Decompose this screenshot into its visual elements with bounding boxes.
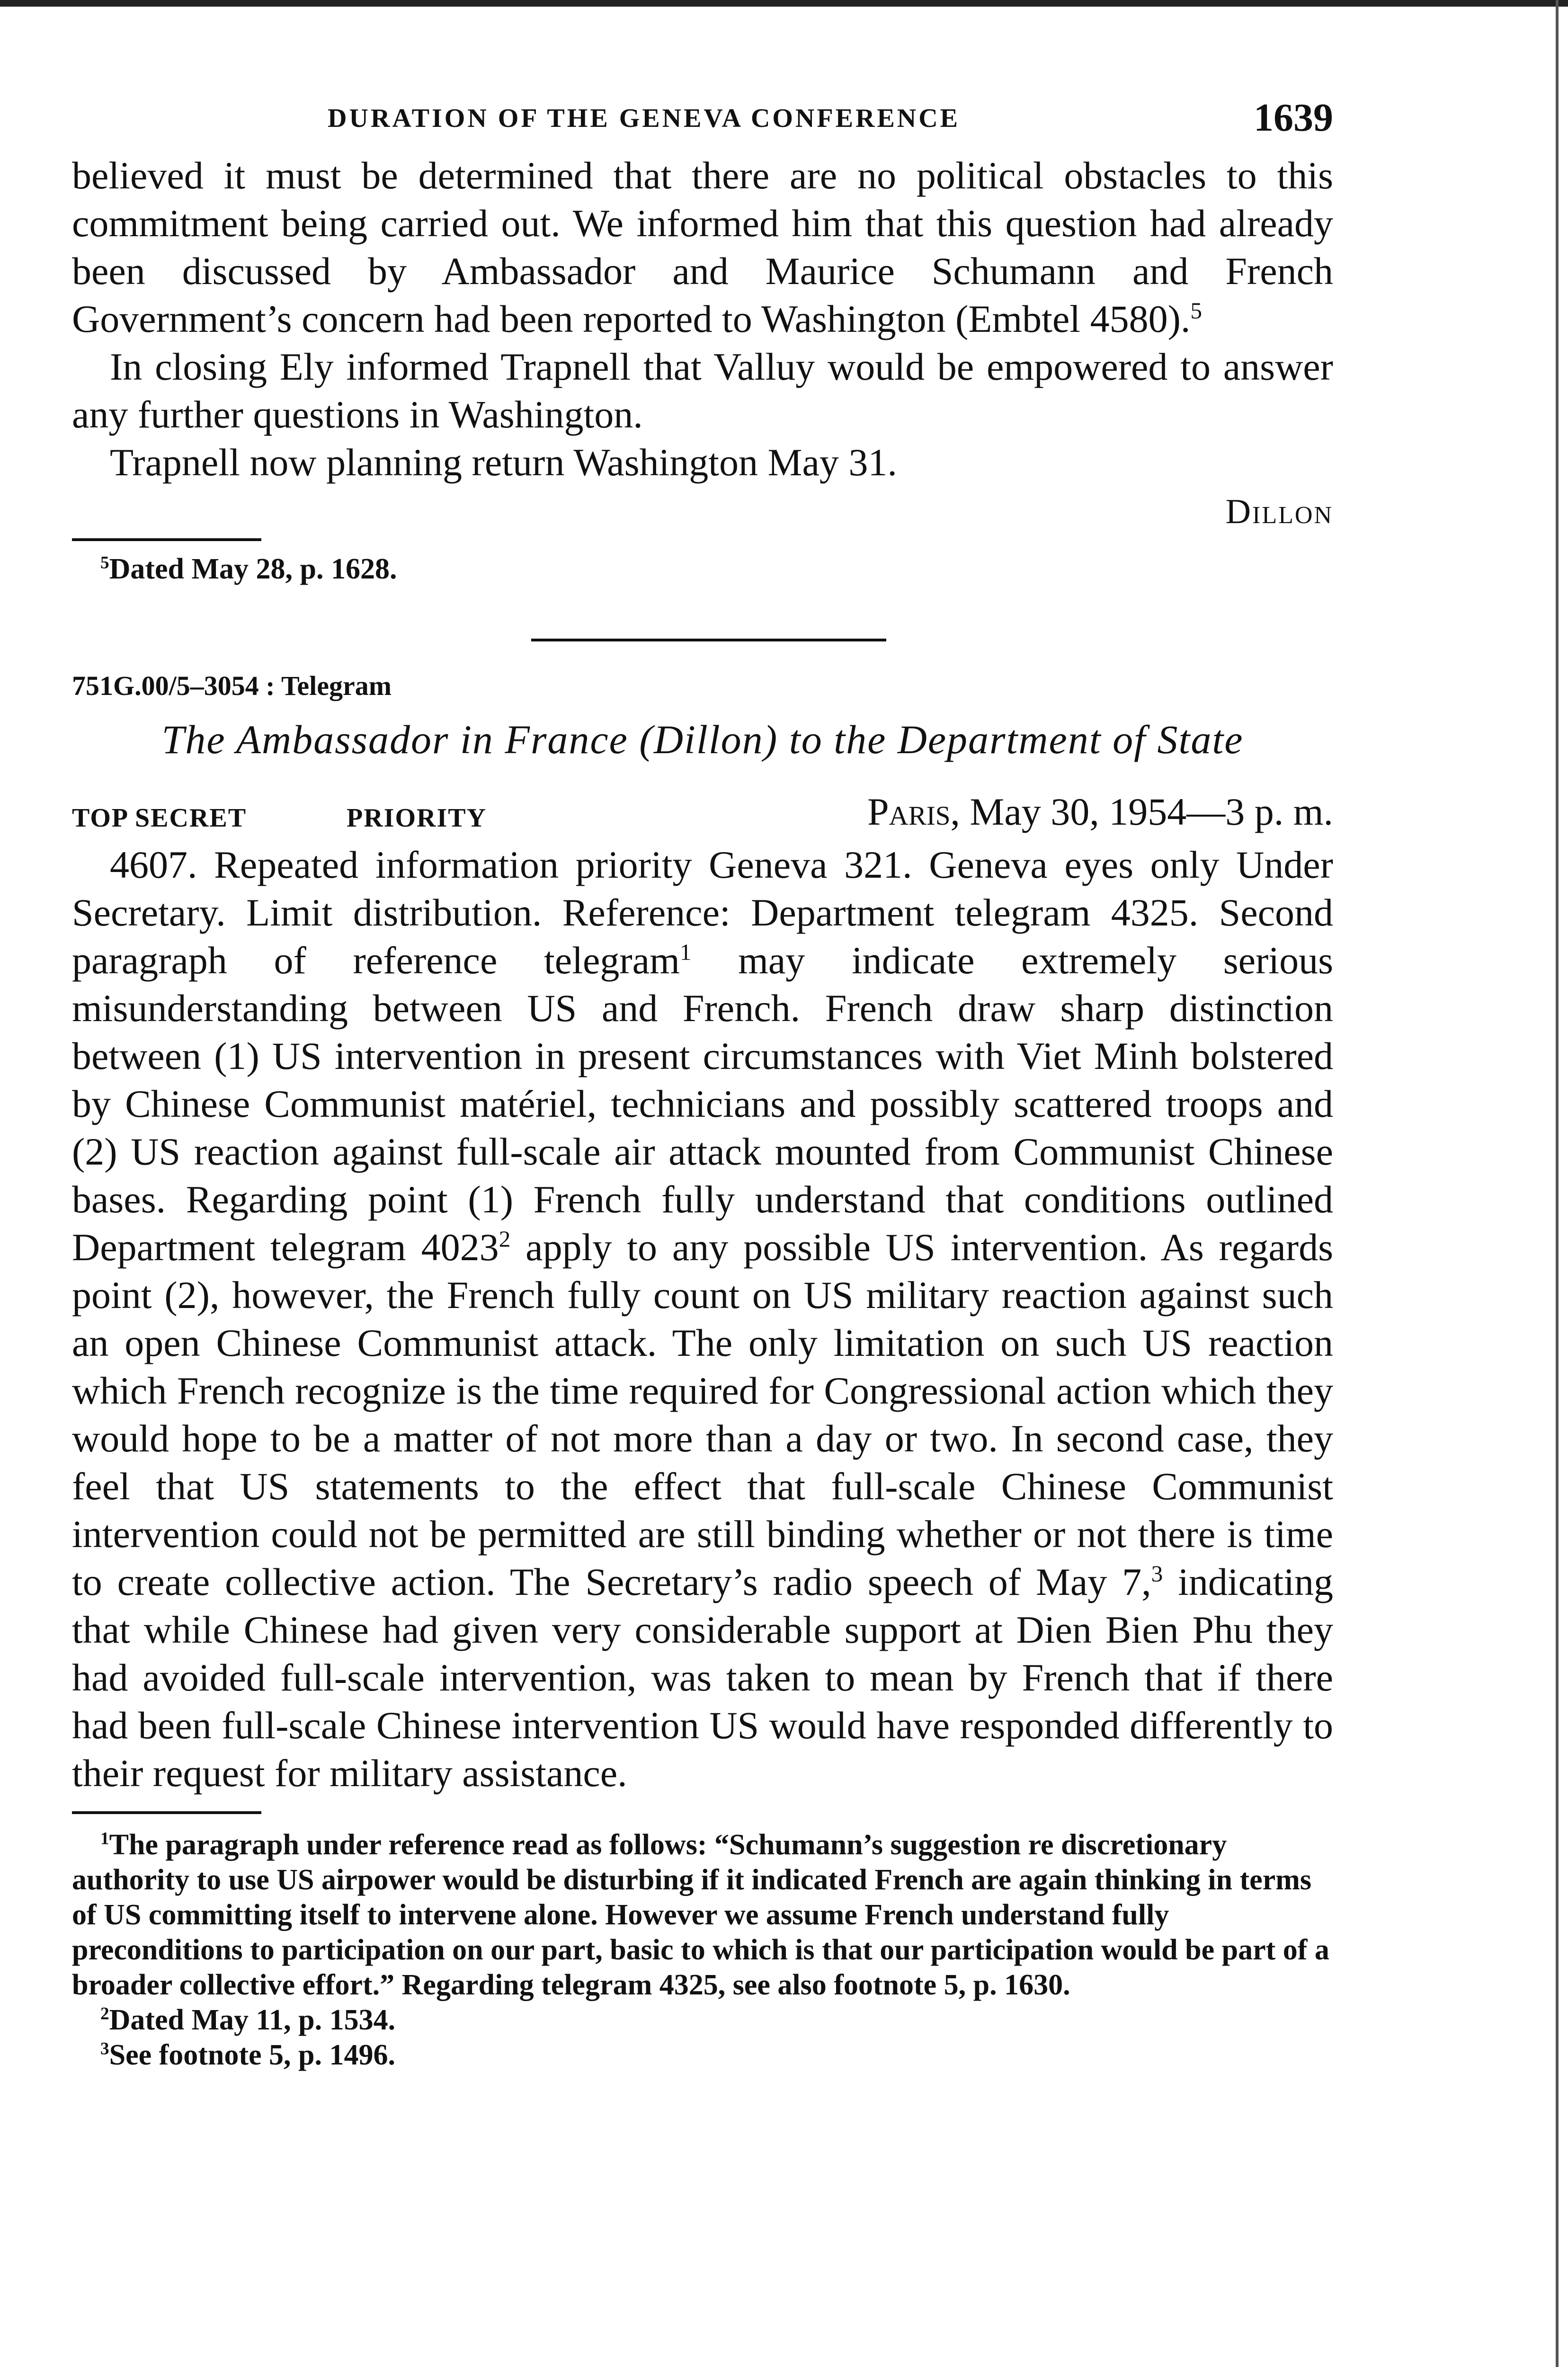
footnote-ref-5: 5 (1190, 297, 1202, 324)
footnote-marker: 5 (100, 553, 109, 573)
footnote-text: Dated May 11, p. 1534. (109, 2004, 396, 2036)
footnote-marker: 2 (100, 2004, 109, 2024)
footnote-text: The paragraph under reference read as follows: “Schumann’s suggestion re discretionary authority to use US airpower would be disturbing if it indicated French are again thinking in terms of US committing itself to intervene alone. However we assume French understand fully preconditions to participation on our part, basic to which is that our participation would be part of a broader collective effort.” Regarding telegram 4325, see also footnote 5, p. 1630. (72, 1829, 1329, 2001)
date: May 30, 1954—3 p. m. (970, 790, 1333, 833)
classification-label: TOP SECRET (72, 803, 247, 833)
footnote-text: See footnote 5, p. 1496. (109, 2039, 396, 2071)
footnote-marker: 1 (100, 1829, 109, 1849)
footnote-ref-3: 3 (1151, 1560, 1163, 1587)
footnote-ref-2: 2 (499, 1226, 511, 1252)
closing-paragraph: In closing Ely informed Trapnell that Valluy would be empowered to answer any further questions in Washington. (72, 345, 1333, 436)
continuation-paragraph (72, 151, 1333, 343)
footnote-rule (72, 538, 261, 541)
footnote-3 (72, 2038, 1333, 2073)
dateline (72, 790, 1333, 841)
running-head (72, 95, 1333, 151)
telegram-text-1: 4607. Repeated information priority Geneva 321. Geneva eyes only Under Secretary. Limit distribution. Reference: Department telegram 4325. Second paragraph of reference telegram (72, 843, 1333, 982)
footnote-2 (72, 2002, 1333, 2038)
page-number: 1639 (1254, 96, 1333, 140)
precedence-label: PRIORITY (347, 803, 487, 833)
continuation-text: believed it must be determined that there are no political obstacles to this commitment being carried out. We informed him that this question had already been discussed by Ambassador and Maurice Schumann and French Government’s concern had been reported to Washington (Embtel 4580). (72, 154, 1333, 340)
section-divider (531, 639, 886, 641)
telegram-text-2: may indicate extremely serious misunderstanding between US and French. French draw sharp distinction between (1) US intervention in present circumstances with Viet Minh bolstered by Chinese Communist matériel, technicians and possibly scattered troops and (2) US reaction against full-scale air attack mounted from Communist Chinese bases. Regarding point (1) French fully understand that conditions outlined Department telegram 4023 (72, 939, 1333, 1269)
file-number: 751G.00/5–3054 : Telegram (72, 670, 392, 701)
return-paragraph: Trapnell now planning return Washington May 31. (110, 441, 897, 484)
signature-dillon: Dillon (1225, 492, 1333, 531)
city: Paris, (867, 790, 960, 833)
footnote-marker: 3 (100, 2039, 109, 2059)
page-right-edge (1556, 0, 1559, 2367)
footnote-5 (72, 552, 1333, 587)
telegram-text-4: indicating that while Chinese had given very considerable support at Dien Bien Phu they had avoided full-scale intervention, was taken to mean by French that if there had been full-scale Chinese intervention US would have responded differently to their request for military assistance. (72, 1560, 1334, 1795)
footnote-1 (72, 1827, 1333, 2002)
document-title: The Ambassador in France (Dillon) to the Department of State (161, 717, 1244, 762)
running-title: DURATION OF THE GENEVA CONFERENCE (328, 104, 960, 133)
footnote-ref-1: 1 (679, 939, 692, 965)
telegram-body (72, 841, 1333, 1797)
footnote-rule (72, 1811, 261, 1814)
page-top-edge (0, 0, 1568, 7)
place-date (867, 790, 1333, 834)
footnote-text: Dated May 28, p. 1628. (109, 553, 397, 585)
telegram-text-3: apply to any possible US intervention. As regards point (2), however, the French fully count on US military reaction against such an open Chinese Communist attack. The only limitation on such US reaction which French recognize is the time required for Congressional action which they would hope to be a matter of not more than a day or two. In second case, they feel that US statements to the effect that full-scale Chinese Communist intervention could not be permitted are still binding whether or not there is time to create collective action. The Secretary’s radio speech of May 7, (72, 1226, 1334, 1603)
document-page (72, 95, 1333, 2073)
footnotes (72, 1827, 1333, 2073)
